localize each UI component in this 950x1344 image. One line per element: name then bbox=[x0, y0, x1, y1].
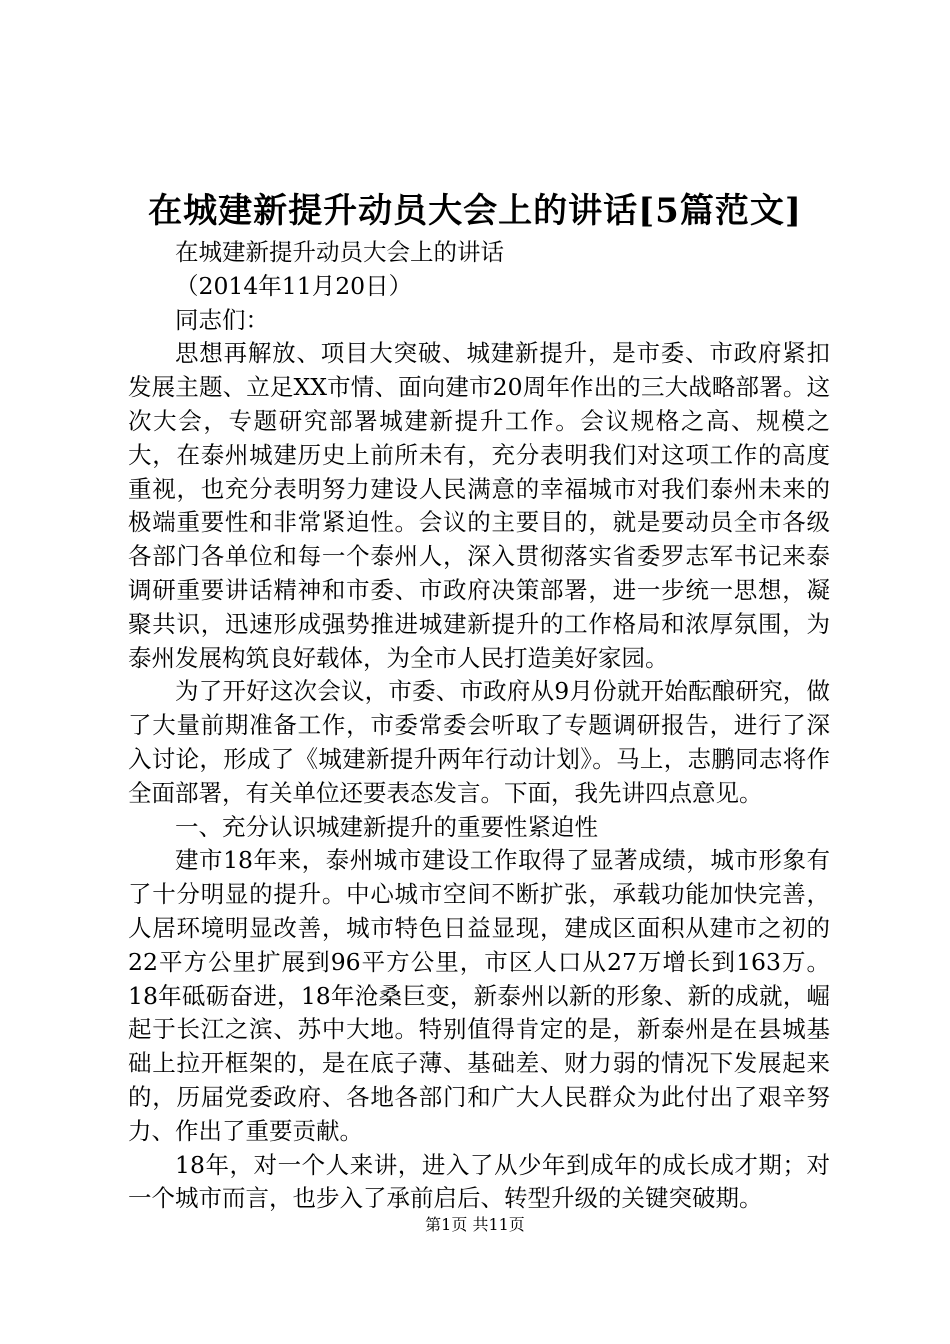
paragraph: 为了开好这次会议，市委、市政府从9月份就开始酝酿研究，做了大量前期准备工作，市委常委会听取了专题调研报告，进行了深入讨论，形成了《城建新提升两年行动计划》。马上，志鹏同志将作全面部署，有关单位还要表态发言。下面，我先讲四点意见。 bbox=[128, 677, 830, 807]
salutation: 同志们： bbox=[175, 305, 269, 334]
speech-date: （2014年11月20日） bbox=[175, 271, 413, 300]
paragraph: 18年，对一个人来讲，进入了从少年到成年的成长成才期；对一个城市而言，也步入了承前启后、转型升级的关键突破期。 bbox=[128, 1150, 830, 1213]
paragraph: 思想再解放、项目大突破、城建新提升，是市委、市政府紧扣发展主题、立足XX市情、面向建市20周年作出的三大战略部署。这次大会，专题研究部署城建新提升工作。会议规格之高、规模之大，在泰州城建历史上前所未有，充分表明我们对这项工作的高度重视，也充分表明努力建设人民满意的幸福城市对我们泰州未来的极端重要性和非常紧迫性。会议的主要目的，就是要动员全市各级各部门各单位和每一个泰州人，深入贯彻落实省委罗志军书记来泰调研重要讲话精神和市委、市政府决策部署，进一步统一思想，凝聚共识，迅速形成强势推进城建新提升的工作格局和浓厚氛围，为泰州发展构筑良好载体，为全市人民打造美好家园。 bbox=[128, 339, 830, 672]
paragraph: 建市18年来，泰州城市建设工作取得了显著成绩，城市形象有了十分明显的提升。中心城市空间不断扩张，承载功能加快完善，人居环境明显改善，城市特色日益显现，建成区面积从建市之初的22平方公里扩展到96平方公里，市区人口从27万增长到163万。18年砥砺奋进，18年沧桑巨变，新泰州以新的形象、新的成就，崛起于长江之滨、苏中大地。特别值得肯定的是，新泰州是在县城基础上拉开框架的，是在底子薄、基础差、财力弱的情况下发展起来的，历届党委政府、各地各部门和广大人民群众为此付出了艰辛努力、作出了重要贡献。 bbox=[128, 846, 830, 1145]
speech-heading: 在城建新提升动员大会上的讲话 bbox=[175, 238, 504, 266]
document-body bbox=[128, 236, 830, 1216]
page-footer: 第1页 共11页 bbox=[425, 1215, 525, 1234]
section-heading: 一、充分认识城建新提升的重要性紧迫性 bbox=[175, 812, 598, 841]
document-title: 在城建新提升动员大会上的讲话[5篇范文] bbox=[148, 191, 802, 231]
